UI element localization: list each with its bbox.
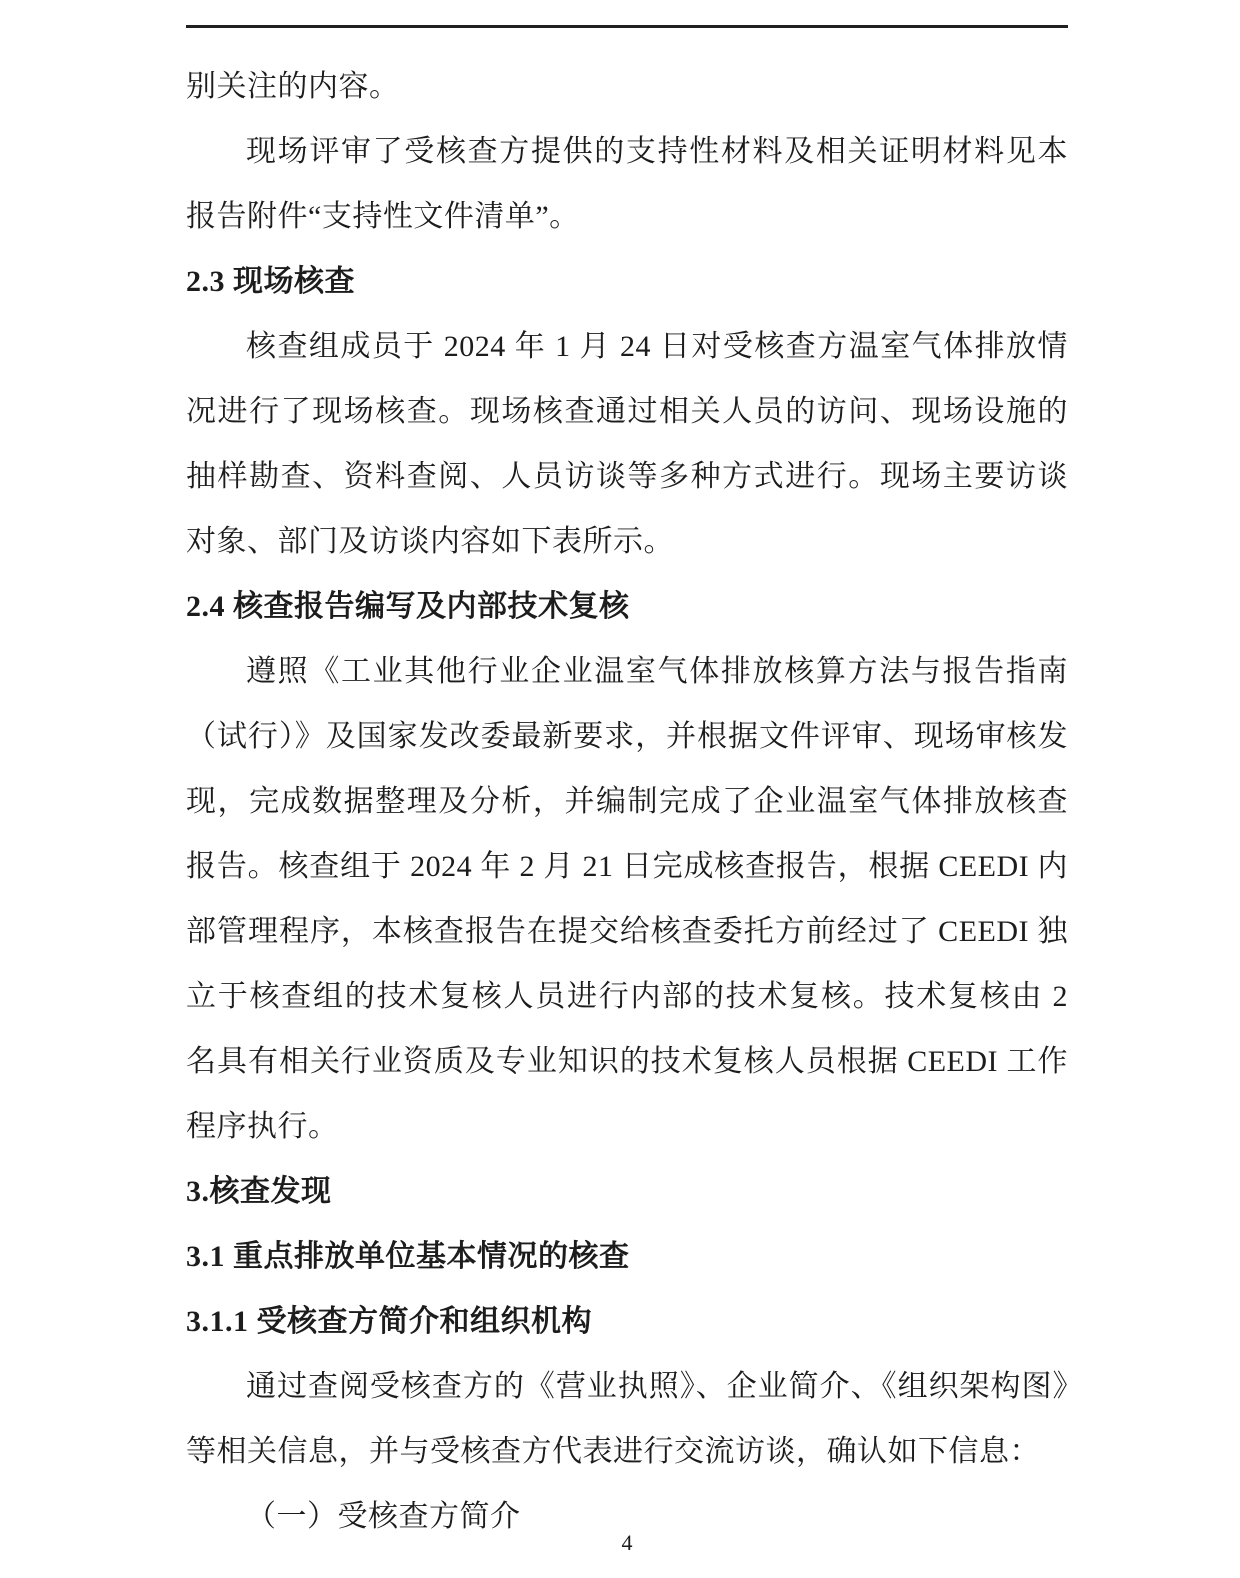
paragraph-onsite-verification-details: 核查组成员于 2024 年 1 月 24 日对受核查方温室气体排放情况进行了现场核查。现场核查通过相关人员的访问、现场设施的抽样勘查、资料查阅、人员访谈等多种方式进行。现场主要访谈对象、部门及访谈内容如下表所示。 — [186, 330, 1068, 558]
paragraph-continuation: 别关注的内容。 — [186, 70, 400, 103]
heading-3-1-basic-situation-verification: 3.1 重点排放单位基本情况的核查 — [186, 1240, 630, 1273]
page-number: 4 — [621, 1530, 633, 1555]
paragraph-report-writing-details: 遵照《工业其他行业企业温室气体排放核算方法与报告指南（试行）》及国家发改委最新要求，并根据文件评审、现场审核发现，完成数据整理及分析，并编制完成了企业温室气体排放核查报告。核查组于 2024 年 2 月 21 日完成核查报告，根据 CEEDI 内部管理程序，本核查报告在提交给核查委托方前经过了 CEEDI 独立于核查组的技术复核人员进行内部的技术复核。技术复核由 2 名具有相关行业资质及专业知识的技术复核人员根据 CEEDI 工作程序执行。 — [186, 655, 1068, 1143]
header-rule — [186, 25, 1068, 28]
paragraph-item-one-introduction: （一）受核查方简介 — [246, 1500, 521, 1533]
heading-3-verification-findings: 3.核查发现 — [186, 1175, 332, 1208]
paragraph-document-review-confirmation: 通过查阅受核查方的《营业执照》、企业简介、《组织架构图》等相关信息，并与受核查方代表进行交流访谈，确认如下信息： — [186, 1370, 1068, 1468]
heading-3-1-1-introduction-and-organization: 3.1.1 受核查方简介和组织机构 — [186, 1305, 592, 1338]
heading-2-4-report-writing-internal-review: 2.4 核查报告编写及内部技术复核 — [186, 590, 630, 623]
document-content — [186, 54, 1068, 1549]
paragraph-site-review-materials: 现场评审了受核查方提供的支持性材料及相关证明材料见本报告附件“支持性文件清单”。 — [186, 135, 1068, 233]
heading-2-3-onsite-verification: 2.3 现场核查 — [186, 265, 355, 298]
